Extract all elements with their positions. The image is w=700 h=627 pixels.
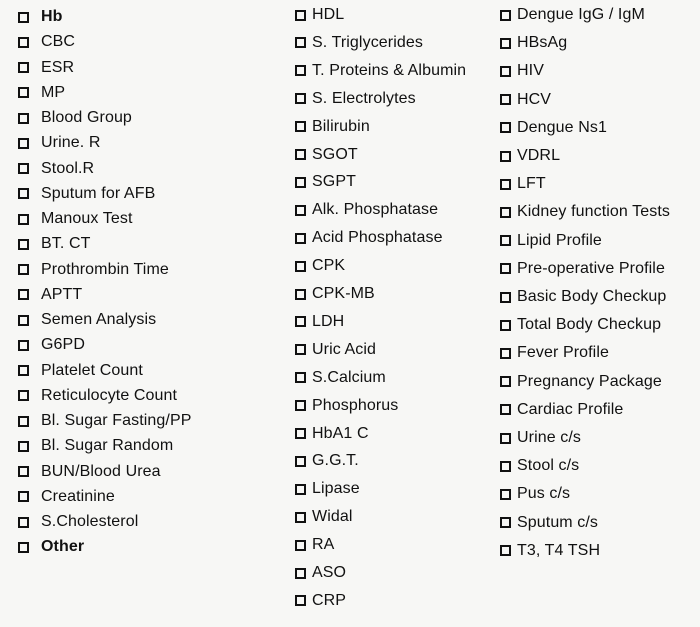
test-label: Pregnancy Package xyxy=(517,372,662,390)
checkbox-lft[interactable] xyxy=(500,179,511,190)
test-option-t3-t4-tsh[interactable] xyxy=(500,540,600,562)
checkbox-dengue-ns1[interactable] xyxy=(500,122,511,133)
test-label: Stool c/s xyxy=(517,457,580,475)
test-label: Other xyxy=(41,538,85,556)
checkbox-stool-r[interactable] xyxy=(18,163,29,174)
test-label: HIV xyxy=(517,62,544,80)
test-label: S.Cholesterol xyxy=(41,513,139,530)
test-label: Lipase xyxy=(312,480,360,498)
test-label: Bl. Sugar Fasting/PP xyxy=(41,412,192,429)
test-option-sputum-c-s[interactable] xyxy=(500,512,598,534)
test-option-other[interactable] xyxy=(18,536,84,558)
test-option-cbc[interactable] xyxy=(18,31,75,53)
test-option-blood-group[interactable] xyxy=(18,107,132,129)
checkbox-ldh[interactable] xyxy=(295,316,306,327)
test-option-esr[interactable] xyxy=(18,57,74,79)
test-label: S.Calcium xyxy=(312,368,386,386)
test-option-cpk-mb[interactable] xyxy=(295,283,375,305)
checkbox-pre-operative-profile[interactable] xyxy=(500,263,511,274)
test-option-ldh[interactable] xyxy=(295,311,344,333)
test-label: Bl. Sugar Random xyxy=(41,437,174,455)
checkbox-hb[interactable] xyxy=(18,12,29,23)
test-option-hdl[interactable] xyxy=(295,4,344,26)
checkbox-total-body-checkup[interactable] xyxy=(500,320,511,331)
checkbox-bt-ct[interactable] xyxy=(18,239,29,250)
test-option-crp[interactable] xyxy=(295,590,346,612)
test-label: Creatinine xyxy=(41,487,115,505)
test-option-cardiac-profile[interactable] xyxy=(500,399,623,421)
test-label: LFT xyxy=(517,175,546,193)
test-label: Platelet Count xyxy=(41,361,143,379)
checkbox-reticulocyte-count[interactable] xyxy=(18,390,29,401)
test-label: Reticulocyte Count xyxy=(41,386,178,404)
checkbox-urine-r[interactable] xyxy=(18,138,29,149)
test-label: HCV xyxy=(517,90,552,108)
test-option-alk-phosphatase[interactable] xyxy=(295,199,438,221)
test-option-pus-c-s[interactable] xyxy=(500,483,570,505)
checkbox-phosphorus[interactable] xyxy=(295,400,306,411)
checkbox-vdrl[interactable] xyxy=(500,151,511,162)
test-label: LDH xyxy=(312,312,345,330)
checkbox-hcv[interactable] xyxy=(500,94,511,105)
test-label: Acid Phosphatase xyxy=(312,229,443,247)
test-label: HBsAg xyxy=(517,34,568,52)
checkbox-lipase[interactable] xyxy=(295,484,306,495)
test-label: G6PD xyxy=(41,336,85,354)
test-label: Kidney function Tests xyxy=(517,203,671,221)
test-option-lipase[interactable] xyxy=(295,478,360,500)
checkbox-s-cholesterol[interactable] xyxy=(18,517,29,528)
checkbox-widal[interactable] xyxy=(295,512,306,523)
test-option-hb[interactable] xyxy=(18,6,63,28)
test-label: CPK xyxy=(312,257,346,275)
test-label: Widal xyxy=(312,508,353,526)
test-option-bilirubin[interactable] xyxy=(295,116,370,138)
test-option-hba1-c[interactable] xyxy=(295,423,369,445)
test-option-manoux-test[interactable] xyxy=(18,208,133,230)
checkbox-aso[interactable] xyxy=(295,568,306,579)
test-option-sgot[interactable] xyxy=(295,144,358,166)
checkbox-hba1-c[interactable] xyxy=(295,428,306,439)
test-label: SGOT xyxy=(312,145,358,163)
test-label: BT. CT xyxy=(41,235,91,253)
checkbox-stool-c-s[interactable] xyxy=(500,461,511,472)
test-label: HbA1 C xyxy=(312,424,369,442)
checkbox-platelet-count[interactable] xyxy=(18,365,29,376)
checkbox-fever-profile[interactable] xyxy=(500,348,511,359)
test-label: Prothrombin Time xyxy=(41,260,169,278)
test-label: Alk. Phosphatase xyxy=(312,201,439,219)
test-option-prothrombin-time[interactable] xyxy=(18,259,169,281)
test-label: MP xyxy=(41,83,66,101)
test-option-lipid-profile[interactable] xyxy=(500,230,602,252)
test-label: CPK-MB xyxy=(312,285,375,302)
test-option-creatinine[interactable] xyxy=(18,486,115,508)
checkbox-lipid-profile[interactable] xyxy=(500,235,511,246)
test-label: Lipid Profile xyxy=(517,231,602,249)
checkbox-s-calcium[interactable] xyxy=(295,372,306,383)
checkbox-hiv[interactable] xyxy=(500,66,511,77)
test-option-dengue-igg-igm[interactable] xyxy=(500,4,645,26)
test-option-hcv[interactable] xyxy=(500,89,551,111)
test-option-hiv[interactable] xyxy=(500,60,544,82)
test-option-urine-r[interactable] xyxy=(18,132,100,154)
checkbox-cpk[interactable] xyxy=(295,261,306,272)
test-label: G.G.T. xyxy=(312,452,359,470)
checkbox-s-triglycerides[interactable] xyxy=(295,37,306,48)
checkbox-hdl[interactable] xyxy=(295,10,306,21)
test-option-fever-profile[interactable] xyxy=(500,342,609,364)
test-label: Dengue Ns1 xyxy=(517,118,607,136)
test-label: Bilirubin xyxy=(312,117,370,135)
checkbox-ra[interactable] xyxy=(295,540,306,551)
checkbox-other[interactable] xyxy=(18,542,29,553)
checkbox-prothrombin-time[interactable] xyxy=(18,264,29,275)
test-label: SGPT xyxy=(312,173,356,191)
test-option-kidney-function-tests[interactable] xyxy=(500,201,670,223)
test-label: Total Body Checkup xyxy=(517,316,662,334)
test-option-mp[interactable] xyxy=(18,82,65,104)
test-option-platelet-count[interactable] xyxy=(18,360,143,382)
checkbox-manoux-test[interactable] xyxy=(18,214,29,225)
test-label: Manoux Test xyxy=(41,210,133,227)
test-label: Fever Profile xyxy=(517,344,609,362)
checkbox-sgpt[interactable] xyxy=(295,177,306,188)
test-label: S. Triglycerides xyxy=(312,33,423,51)
test-label: T3, T4 TSH xyxy=(517,541,601,559)
checkbox-hbsag[interactable] xyxy=(500,38,511,49)
test-label: T. Proteins & Albumin xyxy=(312,61,467,79)
test-option-s-cholesterol[interactable] xyxy=(18,511,138,533)
checkbox-blood-group[interactable] xyxy=(18,113,29,124)
checkbox-creatinine[interactable] xyxy=(18,491,29,502)
test-option-pre-operative-profile[interactable] xyxy=(500,258,665,280)
checkbox-alk-phosphatase[interactable] xyxy=(295,205,306,216)
checkbox-g6pd[interactable] xyxy=(18,340,29,351)
checkbox-s-electrolytes[interactable] xyxy=(295,93,306,104)
test-label: APTT xyxy=(41,285,83,303)
test-label: Sputum c/s xyxy=(517,513,599,531)
test-label: CBC xyxy=(41,33,76,51)
test-option-bt-ct[interactable] xyxy=(18,233,91,255)
checkbox-bl-sugar-random[interactable] xyxy=(18,441,29,452)
checkbox-sputum-c-s[interactable] xyxy=(500,517,511,528)
checkbox-acid-phosphatase[interactable] xyxy=(295,233,306,244)
test-option-t-proteins-albumin[interactable] xyxy=(295,60,466,82)
test-option-pregnancy-package[interactable] xyxy=(500,371,662,393)
test-label: CRP xyxy=(312,591,347,609)
test-label: Urine c/s xyxy=(517,429,582,446)
test-option-g6pd[interactable] xyxy=(18,334,85,356)
checkbox-cbc[interactable] xyxy=(18,37,29,48)
checkbox-t-proteins-albumin[interactable] xyxy=(295,65,306,76)
test-label: Dengue IgG / IgM xyxy=(517,6,645,23)
test-option-acid-phosphatase[interactable] xyxy=(295,227,443,249)
test-option-urine-c-s[interactable] xyxy=(500,427,581,449)
test-option-dengue-ns1[interactable] xyxy=(500,117,607,139)
test-option-s-electrolytes[interactable] xyxy=(295,88,416,110)
test-label: BUN/Blood Urea xyxy=(41,462,161,480)
checkbox-pregnancy-package[interactable] xyxy=(500,376,511,387)
test-label: HDL xyxy=(312,6,345,23)
checkbox-g-g-t[interactable] xyxy=(295,456,306,467)
checkbox-mp[interactable] xyxy=(18,87,29,98)
test-option-widal[interactable] xyxy=(295,506,353,528)
test-option-vdrl[interactable] xyxy=(500,145,560,167)
test-label: Phosphorus xyxy=(312,396,399,414)
checkbox-esr[interactable] xyxy=(18,62,29,73)
checkbox-semen-analysis[interactable] xyxy=(18,315,29,326)
checkbox-aptt[interactable] xyxy=(18,289,29,300)
test-label: Blood Group xyxy=(41,109,132,126)
test-option-lft[interactable] xyxy=(500,173,546,195)
checkbox-dengue-igg-igm[interactable] xyxy=(500,10,511,21)
checkbox-sgot[interactable] xyxy=(295,149,306,160)
test-label: Hb xyxy=(41,8,63,25)
test-option-sgpt[interactable] xyxy=(295,171,356,193)
test-option-cpk[interactable] xyxy=(295,255,345,277)
checkbox-cardiac-profile[interactable] xyxy=(500,404,511,415)
checkbox-bilirubin[interactable] xyxy=(295,121,306,132)
test-label: Pus c/s xyxy=(517,485,571,503)
test-label: S. Electrolytes xyxy=(312,89,416,107)
test-label: Basic Body Checkup xyxy=(517,288,667,305)
test-option-sputum-for-afb[interactable] xyxy=(18,183,155,205)
test-label: VDRL xyxy=(517,147,561,164)
checkbox-t3-t4-tsh[interactable] xyxy=(500,545,511,556)
test-label: Semen Analysis xyxy=(41,311,157,328)
test-label: RA xyxy=(312,536,335,554)
checkbox-kidney-function-tests[interactable] xyxy=(500,207,511,218)
checkbox-bl-sugar-fasting-pp[interactable] xyxy=(18,416,29,427)
checkbox-bun-blood-urea[interactable] xyxy=(18,466,29,477)
test-option-s-triglycerides[interactable] xyxy=(295,32,423,54)
checkbox-crp[interactable] xyxy=(295,595,306,606)
checkbox-uric-acid[interactable] xyxy=(295,344,306,355)
test-label: Cardiac Profile xyxy=(517,400,624,418)
test-option-ra[interactable] xyxy=(295,534,334,556)
test-label: Sputum for AFB xyxy=(41,184,156,202)
test-option-bun-blood-urea[interactable] xyxy=(18,461,161,483)
test-option-aptt[interactable] xyxy=(18,284,82,306)
test-label: ESR xyxy=(41,58,75,76)
checkbox-basic-body-checkup[interactable] xyxy=(500,292,511,303)
checkbox-sputum-for-afb[interactable] xyxy=(18,188,29,199)
checkbox-urine-c-s[interactable] xyxy=(500,433,511,444)
test-label: Stool.R xyxy=(41,159,95,177)
test-option-bl-sugar-random[interactable] xyxy=(18,435,173,457)
test-option-reticulocyte-count[interactable] xyxy=(18,385,177,407)
test-label: Uric Acid xyxy=(312,340,377,358)
test-option-s-calcium[interactable] xyxy=(295,367,386,389)
test-option-stool-c-s[interactable] xyxy=(500,455,579,477)
test-option-hbsag[interactable] xyxy=(500,32,567,54)
checkbox-pus-c-s[interactable] xyxy=(500,489,511,500)
test-label: Urine. R xyxy=(41,134,101,152)
test-option-stool-r[interactable] xyxy=(18,158,94,180)
test-option-aso[interactable] xyxy=(295,562,346,584)
test-option-basic-body-checkup[interactable] xyxy=(500,286,666,308)
test-option-g-g-t[interactable] xyxy=(295,450,359,472)
test-label: Pre-operative Profile xyxy=(517,259,665,277)
test-label: ASO xyxy=(312,564,347,581)
test-option-semen-analysis[interactable] xyxy=(18,309,156,331)
test-option-phosphorus[interactable] xyxy=(295,395,398,417)
test-option-uric-acid[interactable] xyxy=(295,339,376,361)
test-option-bl-sugar-fasting-pp[interactable] xyxy=(18,410,192,432)
test-option-total-body-checkup[interactable] xyxy=(500,314,661,336)
checkbox-cpk-mb[interactable] xyxy=(295,289,306,300)
